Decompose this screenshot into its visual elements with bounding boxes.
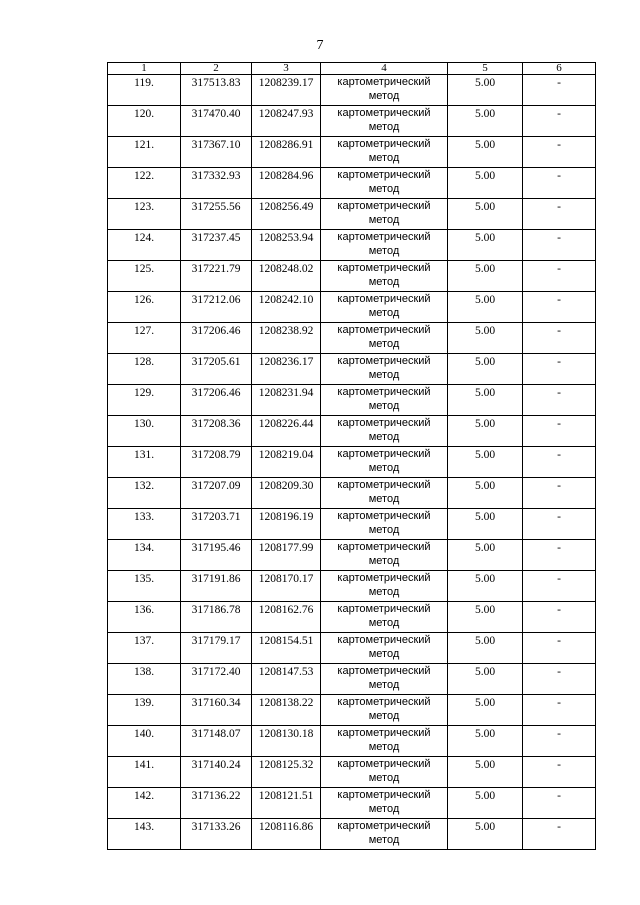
note-cell: - bbox=[523, 819, 596, 850]
method-cell bbox=[321, 757, 448, 788]
method-line-1: картометрический bbox=[337, 293, 431, 305]
method-cell bbox=[321, 385, 448, 416]
method-cell bbox=[321, 788, 448, 819]
note-cell: - bbox=[523, 354, 596, 385]
x-coordinate-cell: 317136.22 bbox=[181, 788, 252, 819]
x-coordinate-cell: 317332.93 bbox=[181, 168, 252, 199]
precision-cell: 5.00 bbox=[448, 540, 523, 571]
table-row bbox=[108, 633, 596, 664]
precision-cell: 5.00 bbox=[448, 137, 523, 168]
x-coordinate-cell: 317206.46 bbox=[181, 385, 252, 416]
table-row bbox=[108, 819, 596, 850]
method-line-1: картометрический bbox=[337, 76, 431, 88]
y-coordinate-cell: 1208125.32 bbox=[252, 757, 321, 788]
method-cell bbox=[321, 168, 448, 199]
method-line-1: картометрический bbox=[337, 169, 431, 181]
method-line-1: картометрический bbox=[337, 789, 431, 801]
method-line-1: картометрический bbox=[337, 138, 431, 150]
method-cell bbox=[321, 447, 448, 478]
note-cell: - bbox=[523, 633, 596, 664]
x-coordinate-cell: 317160.34 bbox=[181, 695, 252, 726]
method-cell bbox=[321, 416, 448, 447]
precision-cell: 5.00 bbox=[448, 447, 523, 478]
method-cell bbox=[321, 540, 448, 571]
table-row bbox=[108, 385, 596, 416]
table-row bbox=[108, 199, 596, 230]
method-line-2: метод bbox=[368, 679, 400, 691]
table-body bbox=[108, 75, 596, 850]
y-coordinate-cell: 1208170.17 bbox=[252, 571, 321, 602]
method-line-1: картометрический bbox=[337, 603, 431, 615]
point-number-cell: 122. bbox=[108, 168, 181, 199]
note-cell: - bbox=[523, 695, 596, 726]
note-cell: - bbox=[523, 757, 596, 788]
method-line-1: картометрический bbox=[337, 727, 431, 739]
precision-cell: 5.00 bbox=[448, 602, 523, 633]
x-coordinate-cell: 317208.36 bbox=[181, 416, 252, 447]
method-cell bbox=[321, 354, 448, 385]
method-line-2: метод bbox=[368, 400, 400, 412]
y-coordinate-cell: 1208242.10 bbox=[252, 292, 321, 323]
note-cell: - bbox=[523, 540, 596, 571]
method-line-1: картометрический bbox=[337, 324, 431, 336]
table-row bbox=[108, 695, 596, 726]
precision-cell: 5.00 bbox=[448, 385, 523, 416]
precision-cell: 5.00 bbox=[448, 819, 523, 850]
method-line-2: метод bbox=[368, 617, 400, 629]
y-coordinate-cell: 1208239.17 bbox=[252, 75, 321, 106]
table-row bbox=[108, 416, 596, 447]
note-cell: - bbox=[523, 75, 596, 106]
point-number-cell: 131. bbox=[108, 447, 181, 478]
column-header-5: 5 bbox=[448, 63, 523, 75]
method-line-2: метод bbox=[368, 555, 400, 567]
y-coordinate-cell: 1208177.99 bbox=[252, 540, 321, 571]
y-coordinate-cell: 1208219.04 bbox=[252, 447, 321, 478]
column-header-1: 1 bbox=[108, 63, 181, 75]
method-line-1: картометрический bbox=[337, 510, 431, 522]
y-coordinate-cell: 1208226.44 bbox=[252, 416, 321, 447]
method-cell bbox=[321, 292, 448, 323]
point-number-cell: 125. bbox=[108, 261, 181, 292]
method-line-2: метод bbox=[368, 307, 400, 319]
point-number-cell: 139. bbox=[108, 695, 181, 726]
x-coordinate-cell: 317513.83 bbox=[181, 75, 252, 106]
method-cell bbox=[321, 478, 448, 509]
point-number-cell: 130. bbox=[108, 416, 181, 447]
table-row bbox=[108, 757, 596, 788]
note-cell: - bbox=[523, 199, 596, 230]
point-number-cell: 120. bbox=[108, 106, 181, 137]
point-number-cell: 119. bbox=[108, 75, 181, 106]
note-cell: - bbox=[523, 478, 596, 509]
method-cell bbox=[321, 819, 448, 850]
y-coordinate-cell: 1208162.76 bbox=[252, 602, 321, 633]
x-coordinate-cell: 317195.46 bbox=[181, 540, 252, 571]
method-cell bbox=[321, 602, 448, 633]
table-row bbox=[108, 478, 596, 509]
precision-cell: 5.00 bbox=[448, 695, 523, 726]
point-number-cell: 121. bbox=[108, 137, 181, 168]
note-cell: - bbox=[523, 788, 596, 819]
note-cell: - bbox=[523, 509, 596, 540]
point-number-cell: 126. bbox=[108, 292, 181, 323]
x-coordinate-cell: 317207.09 bbox=[181, 478, 252, 509]
method-line-2: метод bbox=[368, 338, 400, 350]
method-cell bbox=[321, 633, 448, 664]
y-coordinate-cell: 1208286.91 bbox=[252, 137, 321, 168]
method-line-2: метод bbox=[368, 493, 400, 505]
method-line-2: метод bbox=[368, 741, 400, 753]
table-header-row bbox=[108, 63, 596, 75]
precision-cell: 5.00 bbox=[448, 230, 523, 261]
precision-cell: 5.00 bbox=[448, 292, 523, 323]
method-line-2: метод bbox=[368, 90, 400, 102]
method-line-2: метод bbox=[368, 710, 400, 722]
method-line-2: метод bbox=[368, 431, 400, 443]
note-cell: - bbox=[523, 106, 596, 137]
x-coordinate-cell: 317191.86 bbox=[181, 571, 252, 602]
column-header-4: 4 bbox=[321, 63, 448, 75]
precision-cell: 5.00 bbox=[448, 199, 523, 230]
point-number-cell: 140. bbox=[108, 726, 181, 757]
point-number-cell: 137. bbox=[108, 633, 181, 664]
table-row bbox=[108, 788, 596, 819]
method-cell bbox=[321, 75, 448, 106]
method-cell bbox=[321, 323, 448, 354]
method-line-1: картометрический bbox=[337, 665, 431, 677]
y-coordinate-cell: 1208130.18 bbox=[252, 726, 321, 757]
y-coordinate-cell: 1208121.51 bbox=[252, 788, 321, 819]
method-line-2: метод bbox=[368, 803, 400, 815]
precision-cell: 5.00 bbox=[448, 416, 523, 447]
method-line-2: метод bbox=[368, 183, 400, 195]
y-coordinate-cell: 1208138.22 bbox=[252, 695, 321, 726]
y-coordinate-cell: 1208231.94 bbox=[252, 385, 321, 416]
precision-cell: 5.00 bbox=[448, 726, 523, 757]
method-cell bbox=[321, 726, 448, 757]
x-coordinate-cell: 317186.78 bbox=[181, 602, 252, 633]
column-header-2: 2 bbox=[181, 63, 252, 75]
y-coordinate-cell: 1208147.53 bbox=[252, 664, 321, 695]
method-cell bbox=[321, 199, 448, 230]
precision-cell: 5.00 bbox=[448, 354, 523, 385]
y-coordinate-cell: 1208256.49 bbox=[252, 199, 321, 230]
note-cell: - bbox=[523, 168, 596, 199]
method-line-1: картометрический bbox=[337, 262, 431, 274]
method-line-1: картометрический bbox=[337, 231, 431, 243]
method-line-1: картометрический bbox=[337, 448, 431, 460]
table-row bbox=[108, 137, 596, 168]
method-line-2: метод bbox=[368, 524, 400, 536]
column-header-3: 3 bbox=[252, 63, 321, 75]
point-number-cell: 143. bbox=[108, 819, 181, 850]
method-line-1: картометрический bbox=[337, 572, 431, 584]
y-coordinate-cell: 1208284.96 bbox=[252, 168, 321, 199]
x-coordinate-cell: 317255.56 bbox=[181, 199, 252, 230]
precision-cell: 5.00 bbox=[448, 478, 523, 509]
method-line-2: метод bbox=[368, 121, 400, 133]
x-coordinate-cell: 317367.10 bbox=[181, 137, 252, 168]
method-line-2: метод bbox=[368, 648, 400, 660]
table-row bbox=[108, 106, 596, 137]
point-number-cell: 129. bbox=[108, 385, 181, 416]
note-cell: - bbox=[523, 416, 596, 447]
precision-cell: 5.00 bbox=[448, 509, 523, 540]
point-number-cell: 135. bbox=[108, 571, 181, 602]
precision-cell: 5.00 bbox=[448, 106, 523, 137]
note-cell: - bbox=[523, 137, 596, 168]
note-cell: - bbox=[523, 385, 596, 416]
x-coordinate-cell: 317470.40 bbox=[181, 106, 252, 137]
coordinates-table bbox=[107, 62, 596, 850]
note-cell: - bbox=[523, 447, 596, 478]
note-cell: - bbox=[523, 726, 596, 757]
method-line-1: картометрический bbox=[337, 696, 431, 708]
point-number-cell: 138. bbox=[108, 664, 181, 695]
y-coordinate-cell: 1208236.17 bbox=[252, 354, 321, 385]
y-coordinate-cell: 1208196.19 bbox=[252, 509, 321, 540]
method-line-1: картометрический bbox=[337, 820, 431, 832]
table-row bbox=[108, 323, 596, 354]
x-coordinate-cell: 317148.07 bbox=[181, 726, 252, 757]
point-number-cell: 123. bbox=[108, 199, 181, 230]
method-cell bbox=[321, 261, 448, 292]
method-line-2: метод bbox=[368, 276, 400, 288]
page-number: 7 bbox=[316, 38, 324, 53]
point-number-cell: 133. bbox=[108, 509, 181, 540]
note-cell: - bbox=[523, 230, 596, 261]
x-coordinate-cell: 317205.61 bbox=[181, 354, 252, 385]
precision-cell: 5.00 bbox=[448, 757, 523, 788]
method-line-2: метод bbox=[368, 772, 400, 784]
y-coordinate-cell: 1208238.92 bbox=[252, 323, 321, 354]
note-cell: - bbox=[523, 602, 596, 633]
method-line-2: метод bbox=[368, 245, 400, 257]
point-number-cell: 142. bbox=[108, 788, 181, 819]
table-row bbox=[108, 354, 596, 385]
table-row bbox=[108, 602, 596, 633]
x-coordinate-cell: 317140.24 bbox=[181, 757, 252, 788]
point-number-cell: 136. bbox=[108, 602, 181, 633]
point-number-cell: 134. bbox=[108, 540, 181, 571]
method-cell bbox=[321, 695, 448, 726]
x-coordinate-cell: 317208.79 bbox=[181, 447, 252, 478]
table-row bbox=[108, 571, 596, 602]
table-row bbox=[108, 509, 596, 540]
method-line-1: картометрический bbox=[337, 758, 431, 770]
method-cell bbox=[321, 509, 448, 540]
precision-cell: 5.00 bbox=[448, 75, 523, 106]
method-line-2: метод bbox=[368, 462, 400, 474]
precision-cell: 5.00 bbox=[448, 571, 523, 602]
x-coordinate-cell: 317206.46 bbox=[181, 323, 252, 354]
table-row bbox=[108, 168, 596, 199]
method-line-2: метод bbox=[368, 586, 400, 598]
method-line-1: картометрический bbox=[337, 386, 431, 398]
method-line-1: картометрический bbox=[337, 541, 431, 553]
x-coordinate-cell: 317172.40 bbox=[181, 664, 252, 695]
table-row bbox=[108, 75, 596, 106]
method-line-1: картометрический bbox=[337, 355, 431, 367]
table-row bbox=[108, 664, 596, 695]
y-coordinate-cell: 1208253.94 bbox=[252, 230, 321, 261]
method-line-1: картометрический bbox=[337, 634, 431, 646]
precision-cell: 5.00 bbox=[448, 261, 523, 292]
table-row bbox=[108, 261, 596, 292]
method-line-2: метод bbox=[368, 369, 400, 381]
method-cell bbox=[321, 571, 448, 602]
method-line-2: метод bbox=[368, 834, 400, 846]
point-number-cell: 124. bbox=[108, 230, 181, 261]
table-row bbox=[108, 447, 596, 478]
x-coordinate-cell: 317221.79 bbox=[181, 261, 252, 292]
y-coordinate-cell: 1208247.93 bbox=[252, 106, 321, 137]
x-coordinate-cell: 317133.26 bbox=[181, 819, 252, 850]
y-coordinate-cell: 1208209.30 bbox=[252, 478, 321, 509]
note-cell: - bbox=[523, 664, 596, 695]
method-cell bbox=[321, 230, 448, 261]
table-row bbox=[108, 292, 596, 323]
method-line-1: картометрический bbox=[337, 417, 431, 429]
point-number-cell: 141. bbox=[108, 757, 181, 788]
y-coordinate-cell: 1208116.86 bbox=[252, 819, 321, 850]
point-number-cell: 128. bbox=[108, 354, 181, 385]
method-cell bbox=[321, 106, 448, 137]
precision-cell: 5.00 bbox=[448, 788, 523, 819]
x-coordinate-cell: 317179.17 bbox=[181, 633, 252, 664]
column-header-6: 6 bbox=[523, 63, 596, 75]
precision-cell: 5.00 bbox=[448, 168, 523, 199]
precision-cell: 5.00 bbox=[448, 664, 523, 695]
x-coordinate-cell: 317212.06 bbox=[181, 292, 252, 323]
method-line-2: метод bbox=[368, 152, 400, 164]
point-number-cell: 132. bbox=[108, 478, 181, 509]
method-line-1: картометрический bbox=[337, 479, 431, 491]
table-row bbox=[108, 540, 596, 571]
method-cell bbox=[321, 137, 448, 168]
precision-cell: 5.00 bbox=[448, 633, 523, 664]
method-line-1: картометрический bbox=[337, 200, 431, 212]
method-line-1: картометрический bbox=[337, 107, 431, 119]
method-cell bbox=[321, 664, 448, 695]
table-row bbox=[108, 230, 596, 261]
y-coordinate-cell: 1208154.51 bbox=[252, 633, 321, 664]
x-coordinate-cell: 317203.71 bbox=[181, 509, 252, 540]
note-cell: - bbox=[523, 323, 596, 354]
x-coordinate-cell: 317237.45 bbox=[181, 230, 252, 261]
note-cell: - bbox=[523, 571, 596, 602]
y-coordinate-cell: 1208248.02 bbox=[252, 261, 321, 292]
table-row bbox=[108, 726, 596, 757]
note-cell: - bbox=[523, 292, 596, 323]
point-number-cell: 127. bbox=[108, 323, 181, 354]
method-line-2: метод bbox=[368, 214, 400, 226]
precision-cell: 5.00 bbox=[448, 323, 523, 354]
note-cell: - bbox=[523, 261, 596, 292]
